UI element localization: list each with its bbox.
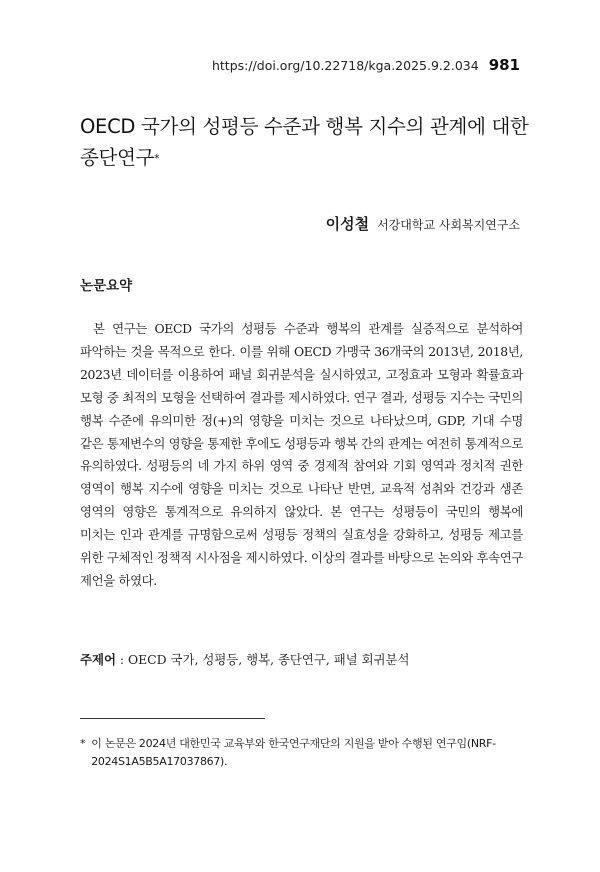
footnote-divider: [80, 718, 265, 719]
abstract-body: 본 연구는 OECD 국가의 성평등 수준과 행복의 관계를 실증적으로 분석하여 파악하는 것을 목적으로 한다. 이를 위해 OECD 가맹국 36개국의 2013년, 2018년, 2023년 데이터를 이용하여 패널 회귀분석을 실시하였고, 고정효과 모형과 확률효과 모형 중 최적의 모형을 선택하여 결과를 제시하였다. 연구 결과, 성평등 지수는 국민의 행복 수준에 유의미한 정(+)의 영향을 미치는 것으로 나타났으며, GDP, 기대 수명 같은 통제변수의 영향을 통제한 후에도 성평등과 행복 간의 관계는 여전히 통계적으로 유의하였다. 성평등의 네 가지 하위 영역 중 경제적 참여와 기회 영역과 정치적 권한 영역이 행복 지수에 영향을 미치는 것으로 나타난 반면, 교육적 성취와 건강과 생존 영역의 영향은 통계적으로 유의하지 않았다. 본 연구는 성평등이 국민의 행복에 미치는 인과 관계를 규명함으로써 성평등 정책의 실효성을 강화하고, 성평등 제고를 위한 구체적인 정책적 시사점을 제시하였다. 이상의 결과를 바탕으로 논의와 후속연구 제언을 하였다.: [80, 321, 523, 588]
page-number: 981: [488, 56, 520, 74]
paper-title: [80, 111, 535, 174]
keywords: [80, 650, 523, 668]
footnote: [80, 735, 523, 771]
author-name: 이성철: [325, 215, 370, 233]
keywords-label: 주제어: [80, 652, 116, 667]
paper-title-text: OECD 국가의 성평등 수준과 행복 지수의 관계에 대한 종단연구: [80, 115, 529, 169]
doi-link[interactable]: https://doi.org/10.22718/kga.2025.9.2.034: [211, 58, 479, 73]
keywords-separator: :: [115, 652, 128, 667]
author-line: [326, 213, 520, 234]
footnote-text: 이 논문은 2024년 대한민국 교육부와 한국연구재단의 지원을 받아 수행된 연구임(NRF-2024S1A5B5A17037867).: [91, 737, 496, 768]
keywords-text: OECD 국가, 성평등, 행복, 종단연구, 패널 회귀분석: [127, 652, 410, 667]
author-affiliation: 서강대학교 사회복지연구소: [377, 218, 520, 232]
page-header: [80, 56, 520, 74]
abstract-heading: 논문요약: [80, 278, 133, 294]
title-footnote-mark: *: [154, 152, 160, 165]
footnote-mark: *: [80, 737, 86, 750]
